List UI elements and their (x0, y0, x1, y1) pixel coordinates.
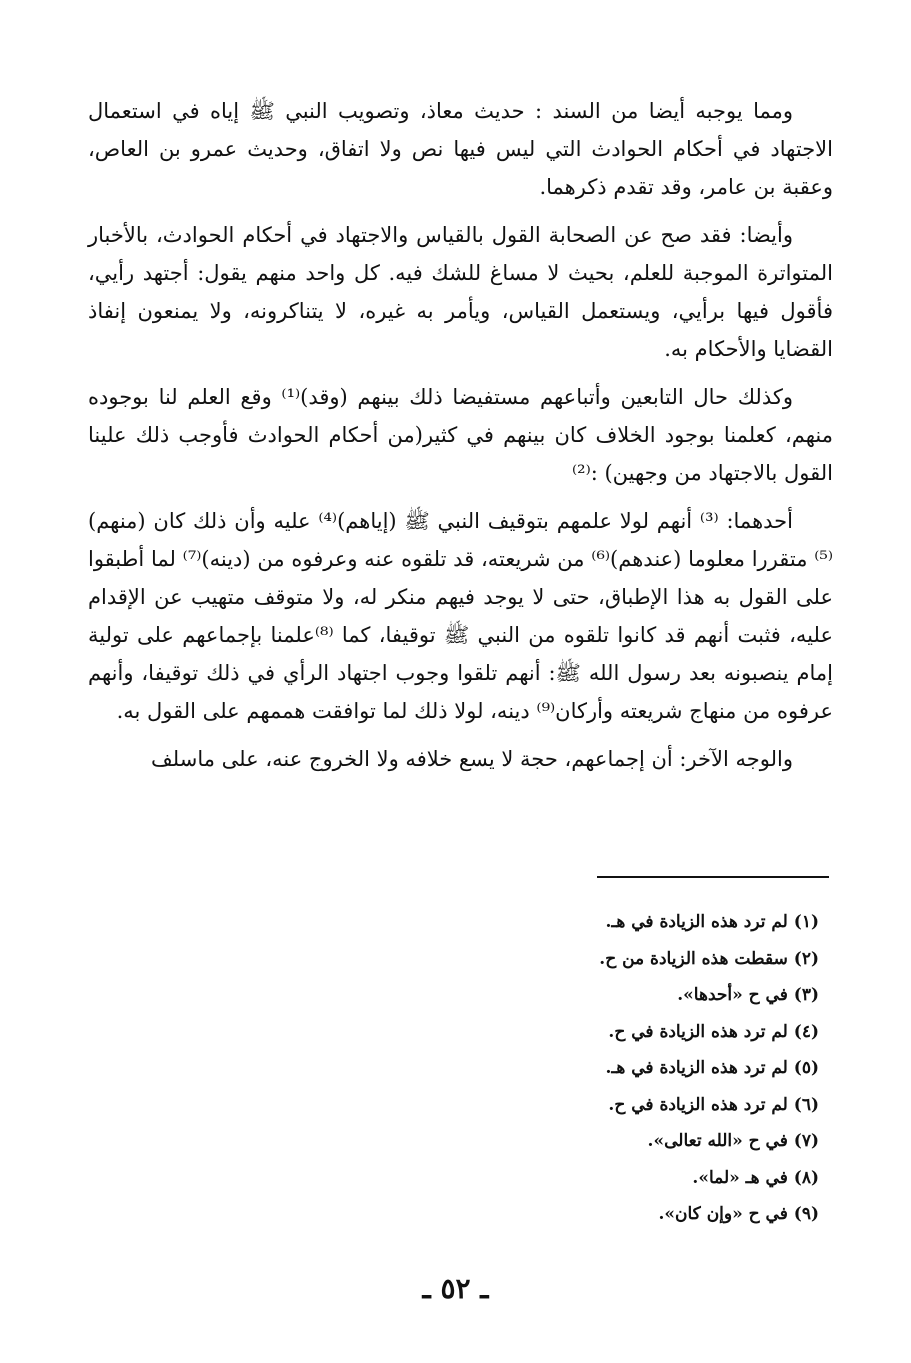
footnote-2: (٢) سقطت هذه الزيادة من ح. (599, 948, 819, 969)
paragraph-4: أحدهما: ⁽³⁾ أنهم لولا علمهم بتوقيف النبي ﷺ (إياهم)⁽⁴⁾ عليه وأن ذلك كان (منهم)⁽⁵⁾ متقررا معلوما (عندهم)⁽⁶⁾ من شريعته، قد تلقوه عنه وعرفوه من (دينه)⁽⁷⁾ لما أطبقوا على القول به هذا الإطباق، حتى لا يوجد فيهم منكر له، ولا متوقف متهيب عن الإقدام عليه، فثبت أنهم قد كانوا تلقوه من النبي ﷺ توقيفا، كما ⁽⁸⁾علمنا بإجماعهم على تولية إمام ينصبونه بعد رسول الله ﷺ: أنهم تلقوا وجوب اجتهاد الرأي في ذلك توقيفا، وأنهم عرفوه من منهاج شريعته وأركان⁽⁹⁾ دينه، لولا ذلك لما توافقت هممهم على القول به. (88, 509, 834, 723)
footnote-9: (٩) في ح «وإن كان». (658, 1204, 819, 1224)
paragraph-5: والوجه الآخر: أن إجماعهم، حجة لا يسع خلافه ولا الخروج عنه، على ماسلف (151, 747, 793, 771)
footnote-5: (٥) لم ترد هذه الزيادة في هـ. (605, 1058, 819, 1078)
footnote-7: (٧) في ح «الله تعالى». (647, 1131, 819, 1151)
footnote-1: (١) لم ترد هذه الزيادة في هـ. (605, 912, 819, 932)
main-text (88, 92, 833, 788)
footnote-8: (٨) في هـ «لما». (692, 1167, 819, 1188)
page-number: ـ ٥٢ ـ (422, 1272, 489, 1305)
footnotes-list (519, 904, 819, 1233)
footnote-3: (٣) في ح «أحدها». (677, 985, 819, 1005)
footnote-divider (597, 876, 829, 878)
footnote-4: (٤) لم ترد هذه الزيادة في ح. (608, 1021, 819, 1042)
paragraph-2: وأيضا: فقد صح عن الصحابة القول بالقياس والاجتهاد في أحكام الحوادث، بالأخبار المتواترة الموجبة للعلم، بحيث لا مساغ للشك فيه. كل واحد منهم يقول: أجتهد رأيي، فأقول فيها برأيي، ويستعمل القياس، ويأمر به غيره، لا يتناكرونه، ولا يمنعون إنفاذ القضايا والأحكام به. (88, 223, 833, 361)
footnote-6: (٦) لم ترد هذه الزيادة في ح. (608, 1094, 819, 1115)
paragraph-1: ومما يوجبه أيضا من السند : حديث معاذ، وتصويب النبي ﷺ إياه في استعمال الاجتهاد في أحكام الحوادث التي ليس فيها نص ولا اتفاق، وحديث عمرو بن العاص، وعقبة بن عامر، وقد تقدم ذكرهما. (88, 99, 833, 199)
paragraph-3: وكذلك حال التابعين وأتباعهم مستفيضا ذلك بينهم (وقد)⁽¹⁾ وقع العلم لنا بوجوده منهم، كعلمنا بوجود الخلاف كان بينهم في كثير(من أحكام الحوادث فأوجب ذلك علينا القول بالاجتهاد من وجهين) :⁽²⁾ (88, 385, 833, 485)
